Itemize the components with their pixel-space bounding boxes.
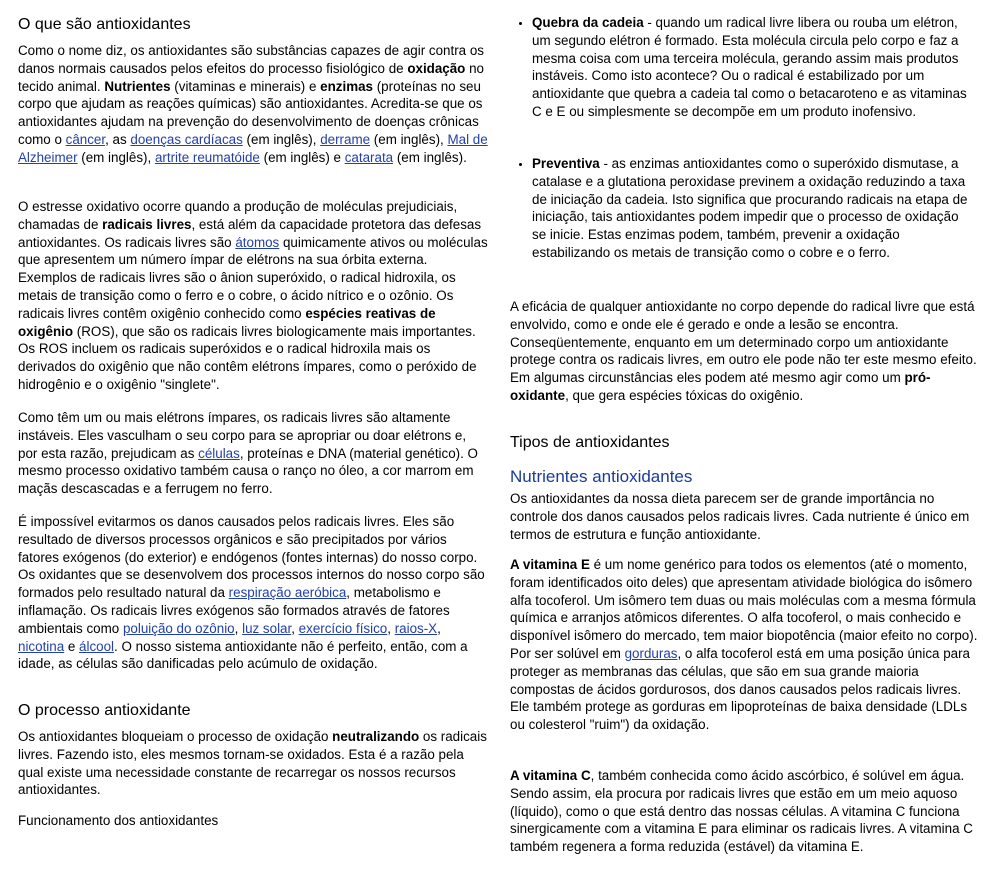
link-nicotine[interactable]: nicotina <box>18 638 65 654</box>
link-arthritis[interactable]: artrite reumatóide <box>154 149 260 165</box>
link-heart-disease[interactable]: doenças cardíacas <box>130 131 243 147</box>
link-x-rays[interactable]: raios-X <box>394 620 438 636</box>
link-alcohol[interactable]: álcool <box>79 638 115 654</box>
heading-what-are-antioxidants: O que são antioxidantes <box>18 16 191 33</box>
link-cataract[interactable]: catarata <box>344 149 394 165</box>
heading-antioxidant-nutrients: Nutrientes antioxidantes <box>510 467 693 486</box>
paragraph-vitamin-e: A vitamina E é um nome genérico para todos os elementos (até o momento, foram identificados oito deles) que apresentam atividade biológica do isômero alfa tocoferol. Um isômero tem duas ou mais moléculas com a mesma fórmula química e arranjos atômicos diferentes. O alfa tocoferol, o mais conhecido e disponível isômero do mercado, tem maior biopotência (maior efeito no corpo). Por ser solúvel em gorduras, o alfa tocoferol está em uma posição única para proteger as membranas das células, que são em sua grande maioria compostas de ácidos gordurosos, dos danos causados pelos radicais livres. Ele também protege as gorduras em lipoproteínas de baixa densidade (LDLs ou colesterol "ruim") da oxidação. <box>510 557 978 733</box>
link-ozone-pollution[interactable]: poluição do ozônio <box>122 620 235 636</box>
paragraph-vitamin-c: A vitamina C, também conhecida como ácido ascórbico, é solúvel em água. Sendo assim, ela procura por radicais livres que estão em um meio aquoso (líquido), como o que está dentro das nossas células. A vitamina C funciona sinergicamente com a vitamina E para eliminar os radicais livres. A vitamina C também regenera a forma reduzida (estável) da vitamina E. <box>510 768 973 855</box>
paragraph-intro: Como o nome diz, os antioxidantes são substâncias capazes de agir contra os danos normais causados pelos efeitos do processo fisiológico de oxidação no tecido animal. Nutrientes (vitaminas e minerais) e enzimas (proteínas no seu corpo que ajudam as reações químicas) são antioxidantes. Acredita-se que os antioxidantes ajudam na prevenção do desenvolvimento de doenças crônicas como o câncer, as doenças cardíacas (em inglês), derrame (em inglês), Mal de Alzheimer (em inglês), artrite reumatóide (em inglês) e catarata (em inglês). <box>18 43 488 165</box>
list-item: • Quebra da cadeia - quando um radical livre libera ou rouba um elétron, um segundo elétron é formado. Esta molécula circula pelo corpo e faz a mesma coisa com uma terceira molécula, gerando assim mais produtos instáveis. Como isto acontece? Ou o radical é estabilizado por um antioxidante que quebra a cadeia tal como o betacaroteno e as vitaminas C e E ou simplesmente se decompõe em um produto inofensivo. <box>532 14 972 121</box>
paragraph-oxidative-stress: O estresse oxidativo ocorre quando a produção de moléculas prejudiciais, chamadas de radicais livres, está além da capacidade protetora das defesas antioxidantes. Os radicais livres são átomos quimicamente ativos ou moléculas que apresentem um número ímpar de elétrons na sua órbita externa. Exemplos de radicais livres são o ânion superóxido, o radical hidroxila, os metais de transição como o ferro e o cobre, o ácido nítrico e o ozônio. Os radicais livres contêm oxigênio conhecido como espécies reativas de oxigênio (ROS), que são os radicais livres biologicamente mais importantes. Os ROS incluem os radicais superóxidos e o radical hidroxila mais os derivados do oxigênio que não contêm elétrons ímpares, como o peróxido de hidrogênio e o oxigênio "singlete". <box>18 199 488 392</box>
link-fats[interactable]: gorduras <box>624 645 678 661</box>
mechanism-list-2 <box>510 155 972 262</box>
paragraph-process: Os antioxidantes bloqueiam o processo de oxidação neutralizando os radicais livres. Fazendo isto, eles mesmos tornam-se oxidados. Esta é a razão pela qual existe uma necessidade constante de recarregar os nossos recursos antioxidantes. <box>18 729 487 798</box>
paragraph-how-antioxidants-work: Funcionamento dos antioxidantes <box>18 813 219 828</box>
heading-antioxidant-process: O processo antioxidante <box>18 702 191 719</box>
link-sunlight[interactable]: luz solar <box>242 620 292 636</box>
paragraph-unstable-radicals: Como têm um ou mais elétrons ímpares, os radicais livres são altamente instáveis. Eles vasculham o seu corpo para se apropriar ou doar elétrons e, por esta razão, prejudicam as células, proteínas e DNA (material genético). O mesmo processo oxidativo também causa o ranço no óleo, a cor marrom em maçãs descascadas e a ferrugem no ferro. <box>18 410 478 497</box>
link-cancer[interactable]: câncer <box>65 131 106 147</box>
link-atoms[interactable]: átomos <box>235 234 280 250</box>
link-stroke[interactable]: derrame <box>320 131 371 147</box>
heading-antioxidant-types: Tipos de antioxidantes <box>510 434 670 451</box>
link-aerobic-respiration[interactable]: respiração aeróbica <box>228 585 347 601</box>
link-alzheimer[interactable]: Mal de Alzheimer <box>18 131 488 165</box>
paragraph-damage-sources: É impossível evitarmos os danos causados pelos radicais livres. Eles são resultado de diversos processos orgânicos e são precipitados por vários fatores exógenos (do exterior) e endógenos (fontes internas) do nosso corpo. Os oxidantes que se desenvolvem dos processos internos do nosso corpo são formados pelo resultado natural da respiração aeróbica, metabolismo e inflamação. Os radicais livres exógenos são formados através de fatores ambientais como poluição do ozônio, luz solar, exercício físico, raios-X, nicotina e álcool. O nosso sistema antioxidante não é perfeito, então, com a idade, as células são danificadas pelo acúmulo de oxidação. <box>18 514 485 672</box>
paragraph-dietary-antioxidants: Os antioxidantes da nossa dieta parecem ser de grande importância no controle dos danos causados pelos radicais livres. Cada nutriente é único em termos de estrutura e função antioxidante. <box>510 491 970 542</box>
list-item: • Preventiva - as enzimas antioxidantes como o superóxido dismutase, a catalase e a glutationa peroxidase previnem a oxidação reduzindo a taxa de iniciação da cadeia. Isto significa que procurando radicais na etapa de iniciação, tais antioxidantes podem impedir que o processo de oxidação se inicie. Estas enzimas podem, também, prevenir a oxidação estabilizando os metais de transição como o cobre e o ferro. <box>532 155 972 262</box>
paragraph-efficacy: A eficácia de qualquer antioxidante no corpo depende do radical livre que está envolvido, como e onde ele é gerado e onde a lesão se encontra. Conseqüentemente, enquanto em um determinado corpo um antioxidante protege contra os radicais livres, em outro ele pode não ter este mesmo efeito. Em algumas circunstâncias eles podem até mesmo agir como um pró-oxidante, que gera espécies tóxicas do oxigênio. <box>510 299 977 403</box>
link-cells[interactable]: células <box>198 445 240 461</box>
link-exercise[interactable]: exercício físico <box>298 620 388 636</box>
mechanism-list <box>510 14 972 121</box>
